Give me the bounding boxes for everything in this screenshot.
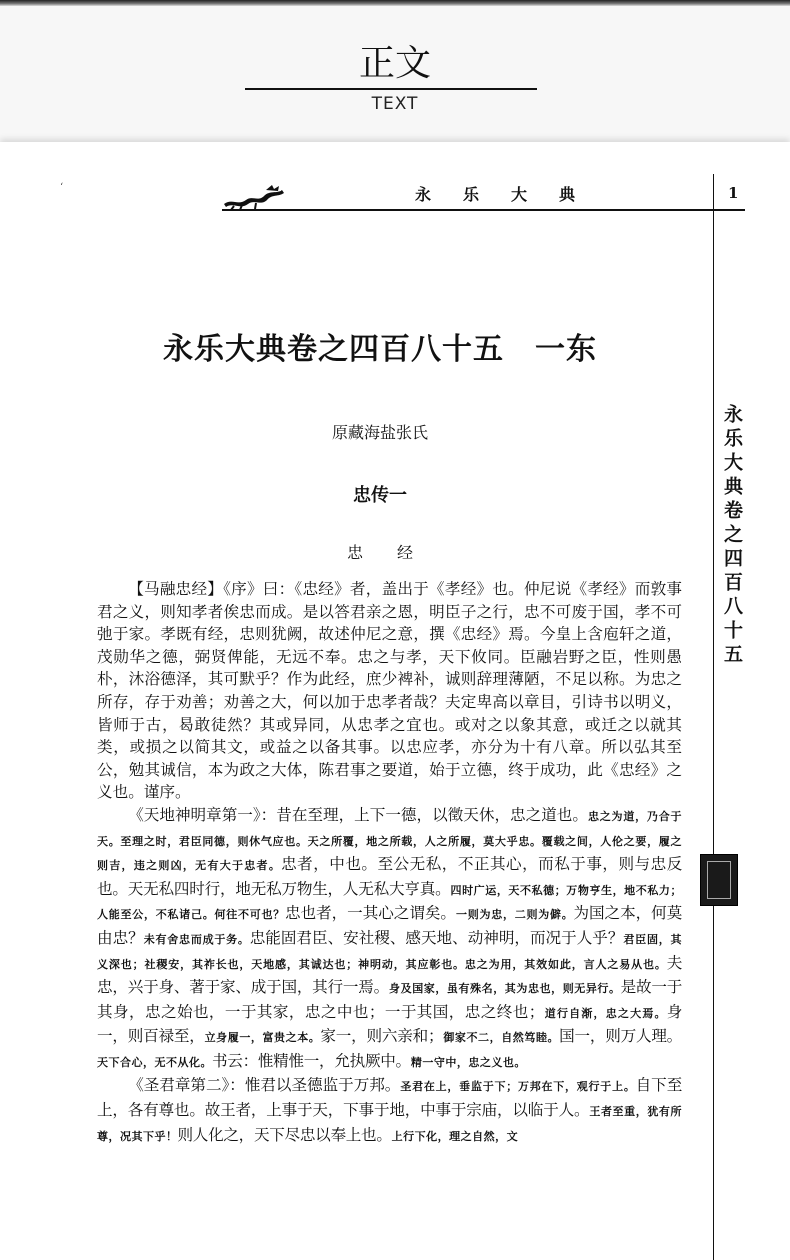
commentary-note: 天下合心，无不从化。 xyxy=(97,1055,212,1069)
subsection-title: 忠经 xyxy=(346,543,447,562)
header-title: 正文 xyxy=(358,43,431,84)
page-mark: ‘ xyxy=(60,182,64,193)
running-head: 永乐大典 xyxy=(415,185,608,204)
commentary-note: 君臣固，其义深也；社稷安，其祚长也，天地感，其诚达也；神明动，其应彰也。忠之为用，其效如此，言人之易从也。 xyxy=(97,932,683,971)
commentary-note: 圣君在上，垂监于下；万邦在下，观行于上。 xyxy=(400,1080,636,1094)
text-run: 书云：惟精惟一，允执厥中。 xyxy=(212,1051,411,1070)
commentary-note: 精一守中，忠之义也。 xyxy=(410,1055,526,1069)
commentary-note: 王者至重，犹有所尊，况其下乎！ xyxy=(97,1105,683,1143)
text-run: 《圣君章第二》：惟君以圣德监于万邦。 xyxy=(128,1076,401,1095)
text-run: 夫忠，兴于身、著于家、成于国，其行一焉。 xyxy=(97,953,682,997)
text-run: 忠能固君臣、安社稷、感天地、动神明，而况于人乎？ xyxy=(249,928,624,947)
main-title: 永乐大典卷之四百八十五 一东 xyxy=(163,332,597,367)
commentary-note: 未有舍忠而成于务。 xyxy=(143,932,250,946)
collection-note: 原藏海盐张氏 xyxy=(331,423,428,442)
running-head-rule xyxy=(222,209,745,211)
text-run: 则人化之，天下尽忠以奉上也。 xyxy=(177,1125,392,1144)
paragraph-chapter-2 xyxy=(97,1074,682,1148)
dragon-emblem-icon xyxy=(222,184,286,210)
section-header xyxy=(0,6,790,142)
body-text xyxy=(97,578,682,1148)
text-run: 忠也者，一其心之谓矣。 xyxy=(284,904,456,923)
text-run: 自下至上，各有尊也。故王者，上事于天，下事于地，中事于宗庙，以临于人。 xyxy=(97,1076,682,1120)
commentary-note: 立身履一，富贵之本。 xyxy=(204,1031,321,1045)
book-page xyxy=(0,142,790,1260)
text-run: 忠者，中也。至公无私，不正其心，而私于事，则与忠反也。天无私四时行，地无私万物生，人无私大亨真。 xyxy=(97,855,682,898)
commentary-note: 忠之为道，乃合于天。至理之时，君臣同德，则休气应也。天之所覆，地之所载，人之所履，莫大乎忠。覆载之间，人伦之要，履之则吉，违之则凶，无有大于忠者。 xyxy=(97,809,683,873)
page-number: 1 xyxy=(728,184,739,202)
text-run: 身一，则百禄至， xyxy=(97,1002,683,1046)
commentary-note: 御家不二，自然笃睦。 xyxy=(443,1031,560,1045)
text-run: 家一，则六亲和； xyxy=(320,1027,444,1046)
commentary-note: 身及国家，虽有殊名，其为忠也，则无异行。 xyxy=(389,982,621,996)
commentary-note: 道行自渐，忠之大焉。 xyxy=(544,1006,667,1020)
section-title: 忠传一 xyxy=(353,485,407,506)
paragraph-chapter-1 xyxy=(97,804,682,1075)
text-run: 是故一于其身，忠之始也，一于其家，忠之中也；一于其国，忠之终也； xyxy=(97,978,682,1021)
paragraph-preface xyxy=(97,578,682,804)
text-run: 【马融忠经】《序》曰：《忠经》者，盖出于《孝经》也。仲尼说《孝经》而敦事君之义，则知孝者俟忠而成。是以答君亲之恩，明臣子之行，忠不可废于国，孝不可弛于家。孝既有经，忠则犹阙，故述仲尼之意，撰《忠经》焉。今皇上含庖轩之道，茂勋华之德，弼贤俾能，无远不奉。忠之与孝，天下攸同。臣融岩野之臣，性则愚朴，沐浴德泽，其可默乎？作为此经，庶少裨补，诚则辞理薄陋，不足以称。为忠之所存，存于劝善；劝善之大，何以加于忠孝者哉？夫定卑高以章目，引诗书以明义，皆师于古，曷敢徒然？其或异同，从忠孝之宜也。或对之以象其意，或迁之以就其类，或损之以简其文，或益之以备其事。以忠应孝，亦分为十有八章。所以弘其至公，勉其诚信，本为政之大体，陈君事之要道，始于立德，终于成功，此《忠经》之义也。谨序。 xyxy=(97,580,682,802)
text-run: 《天地神明章第一》：昔在至理，上下一德，以徵天休，忠之道也。 xyxy=(128,805,588,824)
side-title: 永乐大典卷之四百八十五 xyxy=(721,404,743,668)
commentary-note: 四时广运，天不私德；万物亨生，地不私力；人能至公，不私诸己。何往不可也？ xyxy=(97,883,682,922)
header-divider xyxy=(245,88,537,90)
text-run: 为国之本，何莫由忠？ xyxy=(97,904,683,947)
commentary-note: 上行下化，理之自然，文 xyxy=(391,1129,519,1143)
text-run: 国一，则万人理。 xyxy=(559,1027,682,1046)
seal-icon xyxy=(700,854,738,906)
commentary-note: 一则为忠，二则为僻。 xyxy=(455,908,574,922)
header-subtitle: TEXT xyxy=(371,94,419,114)
